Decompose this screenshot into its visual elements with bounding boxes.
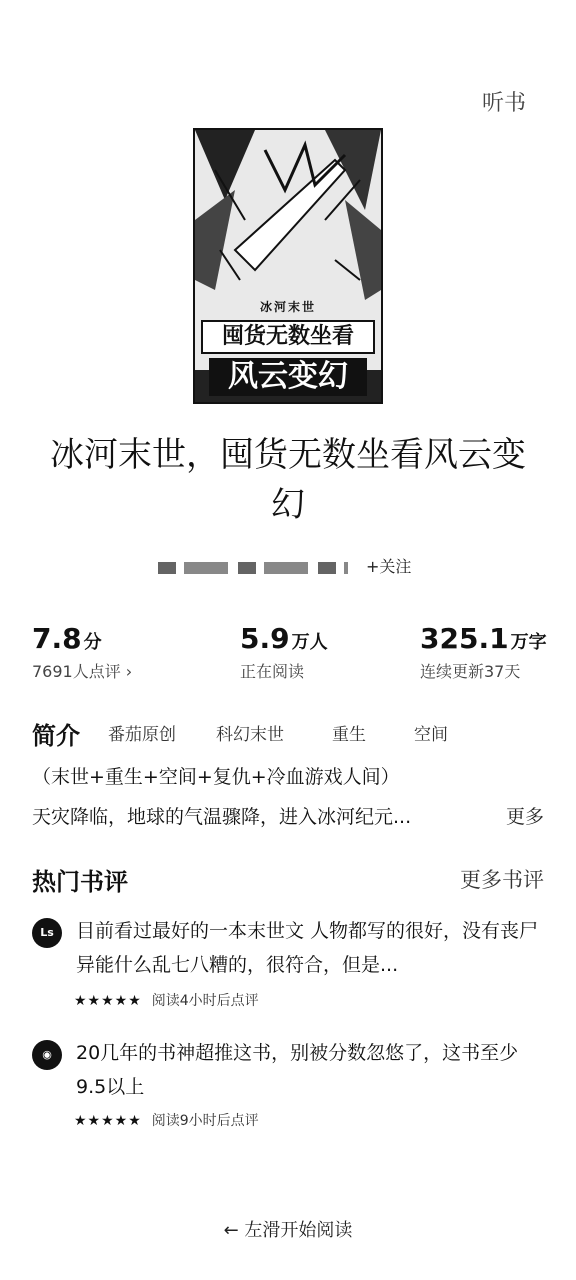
words-value: 325.1	[420, 622, 509, 655]
synopsis-line1: （末世+重生+空间+复仇+冷血游戏人间）	[32, 766, 400, 788]
cover-title-line2: 风云变幻	[209, 358, 367, 396]
readers-unit: 万人	[291, 632, 328, 653]
words-unit: 万字	[510, 632, 547, 653]
start-reading-hint[interactable]: ← 左滑开始阅读	[223, 1220, 353, 1241]
star-rating: ★★★★★	[74, 993, 142, 1009]
tag-item[interactable]: 重生	[332, 725, 366, 745]
reviews-title: 热门书评	[32, 868, 128, 896]
more-reviews-button[interactable]: 更多书评	[460, 868, 544, 892]
readers-label: 正在阅读	[240, 662, 305, 681]
reviews-header	[32, 862, 544, 894]
review-text: 目前看过最好的一本末世文 人物都写的很好，没有丧尸异能什么乱七八糟的，很符合，但是...	[76, 920, 539, 976]
author-name-redacted[interactable]	[158, 562, 348, 574]
review-text: 20几年的书神超推这书，别被分数忽悠了，这书至少9.5以上	[76, 1042, 519, 1098]
readers-value: 5.9	[240, 622, 290, 655]
synopsis-more-button[interactable]: 更多	[505, 806, 544, 828]
listen-button[interactable]: 听书	[481, 91, 526, 116]
readers-stat	[240, 622, 328, 682]
star-rating: ★★★★★	[74, 1113, 142, 1129]
cover-title-line1: 囤货无数坐看	[201, 320, 375, 354]
avatar[interactable]: Ls	[32, 918, 62, 948]
review-meta	[74, 990, 259, 1010]
words-stat	[420, 622, 547, 682]
book-title: 冰河末世，囤货无数坐看风云变幻	[50, 435, 526, 525]
rating-unit: 分	[83, 632, 102, 653]
author-row	[0, 552, 576, 580]
follow-button[interactable]: +关注	[366, 557, 412, 576]
avatar[interactable]: ◉	[32, 1040, 62, 1070]
rating-count: 7691人点评 ›	[32, 662, 133, 681]
tag-item[interactable]: 番茄原创	[108, 725, 176, 745]
review-meta	[74, 1110, 259, 1130]
tag-item[interactable]: 空间	[414, 725, 448, 745]
intro-label: 简介	[32, 722, 80, 750]
synopsis-line2: 天灾降临，地球的气温骤降，进入冰河纪元...	[32, 806, 412, 828]
rating-value: 7.8	[32, 622, 82, 655]
update-streak: 连续更新37天	[420, 662, 521, 681]
intro-row	[32, 716, 552, 750]
cover-series-text: 冰河末世	[259, 300, 316, 314]
review-time: 阅读9小时后点评	[151, 1113, 259, 1129]
review-time: 阅读4小时后点评	[151, 993, 259, 1009]
rating-stat[interactable]	[32, 622, 132, 682]
book-cover[interactable]	[193, 128, 383, 404]
tag-item[interactable]: 科幻末世	[216, 725, 284, 745]
